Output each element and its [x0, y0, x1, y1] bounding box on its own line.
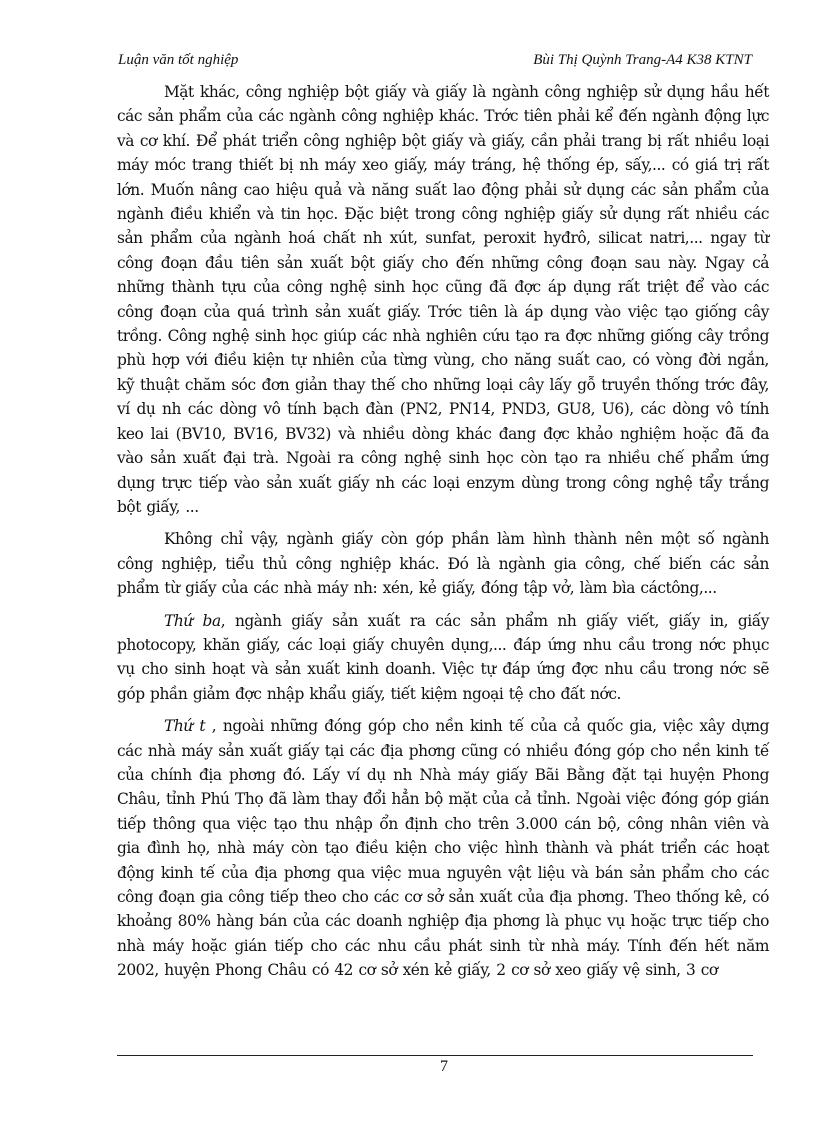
paragraph-industry-linkages	[117, 80, 769, 519]
page-header	[118, 52, 752, 74]
paragraph-third-point	[117, 609, 769, 707]
page-number: 7	[440, 1058, 448, 1075]
paragraph-lead: Thứ ba	[164, 611, 221, 630]
paragraph-fourth-point	[117, 714, 769, 982]
document-body	[117, 80, 769, 983]
paragraph-text: , ngành giấy sản xuất ra các sản phẩm nh giấy viết, giấy in, giấy photocopy, khăn giấy, các loại giấy chuyên dụng,... đáp ứng nhu cầu trong nớc phục vụ cho sinh hoạt và sản xuất kinh doanh. Việc tự đáp ứng đợc nhu cầu trong nớc sẽ góp phần giảm đợc nhập khẩu giấy, tiết kiệm ngoại tệ cho đất nớc.	[117, 611, 769, 703]
paragraph-related-industries	[117, 527, 769, 600]
paragraph-text: , ngoài những đóng góp cho nền kinh tế của cả quốc gia, việc xây dựng các nhà máy sản xuất giấy tại các địa phơng cũng có nhiều đóng góp cho nền kinh tế của chính địa phơng đó. Lấy ví dụ nh Nhà máy giấy Bãi Bằng đặt tại huyện Phong Châu, tỉnh Phú Thọ đã làm thay đổi hẳn bộ mặt của cả tỉnh. Ngoài việc đóng góp gián tiếp thông qua việc tạo thu nhập ổn định cho trên 3.000 cán bộ, công nhân viên và gia đình họ, nhà máy còn tạo điều kiện cho việc hình thành và phát triển các hoạt động kinh tế của địa phơng qua việc mua nguyên vật liệu và bán sản phẩm cho các công đoạn gia công tiếp theo cho các cơ sở sản xuất của địa phơng. Theo thống kê, có khoảng 80% hàng bán của các doanh nghiệp địa phơng là phục vụ hoặc trực tiếp cho nhà máy hoặc gián tiếp cho các nhu cầu phát sinh từ nhà máy. Tính đến hết năm 2002, huyện Phong Châu có 42 cơ sở xén kẻ giấy, 2 cơ sở xeo giấy vệ sinh, 3 cơ	[117, 717, 769, 980]
header-thesis-label: Luận văn tốt nghiệp	[118, 52, 239, 68]
paragraph-text: Không chỉ vậy, ngành giấy còn góp phần làm hình thành nên một số ngành công nghiệp, tiểu thủ công nghiệp khác. Đó là ngành gia công, chế biến các sản phẩm từ giấy của các nhà máy nh: xén, kẻ giấy, đóng tập vở, làm bìa cáctông,...	[117, 530, 769, 598]
paragraph-text: Mặt khác, công nghiệp bột giấy và giấy là ngành công nghiệp sử dụng hầu hết các sản phẩm của các ngành công nghiệp khác. Trớc tiên phải kể đến ngành động lực và cơ khí. Để phát triển công nghiệp bột giấy và giấy, cần phải trang bị rất nhiều loại máy móc trang thiết bị nh máy xeo giấy, máy tráng, hệ thống ép, sấy,... có giá trị rất lớn. Muốn nâng cao hiệu quả và năng suất lao động phải sử dụng các sản phẩm của ngành điều khiển và tin học. Đặc biệt trong công nghiệp giấy sử dụng rất nhiều các sản phẩm của ngành hoá chất nh xút, sunfat, peroxit hyđrô, silicat natri,... ngay từ công đoạn đầu tiên sản xuất bột giấy cho đến những công đoạn sau này. Ngay cả những thành tựu của công nghệ sinh học cũng đã đợc áp dụng rất triệt để vào các công đoạn của quá trình sản xuất giấy. Trớc tiên là áp dụng vào việc tạo giống cây trồng. Công nghệ sinh học giúp các nhà nghiên cứu tạo ra đợc những giống cây trồng phù hợp với điều kiện tự nhiên của từng vùng, cho năng suất cao, có vòng đời ngắn, kỹ thuật chăm sóc đơn giản thay thế cho những loại cây lấy gỗ truyền thống trớc đây, ví dụ nh các dòng vô tính bạch đàn (PN2, PN14, PND3, GU8, U6), các dòng vô tính keo lai (BV10, BV16, BV32) và nhiều dòng khác đang đợc khảo nghiệm hoặc đã đa vào sản xuất đại trà. Ngoài ra công nghệ sinh học còn tạo ra nhiều chế phẩm ứng dụng trực tiếp vào sản xuất giấy nh các loại enzym dùng trong công nghệ tẩy trắng bột giấy, ...	[117, 83, 769, 516]
paragraph-lead: Thứ t	[164, 717, 206, 736]
footer-divider	[117, 1055, 753, 1056]
header-author: Bùi Thị Quỳnh Trang-A4 K38 KTNT	[533, 52, 752, 68]
